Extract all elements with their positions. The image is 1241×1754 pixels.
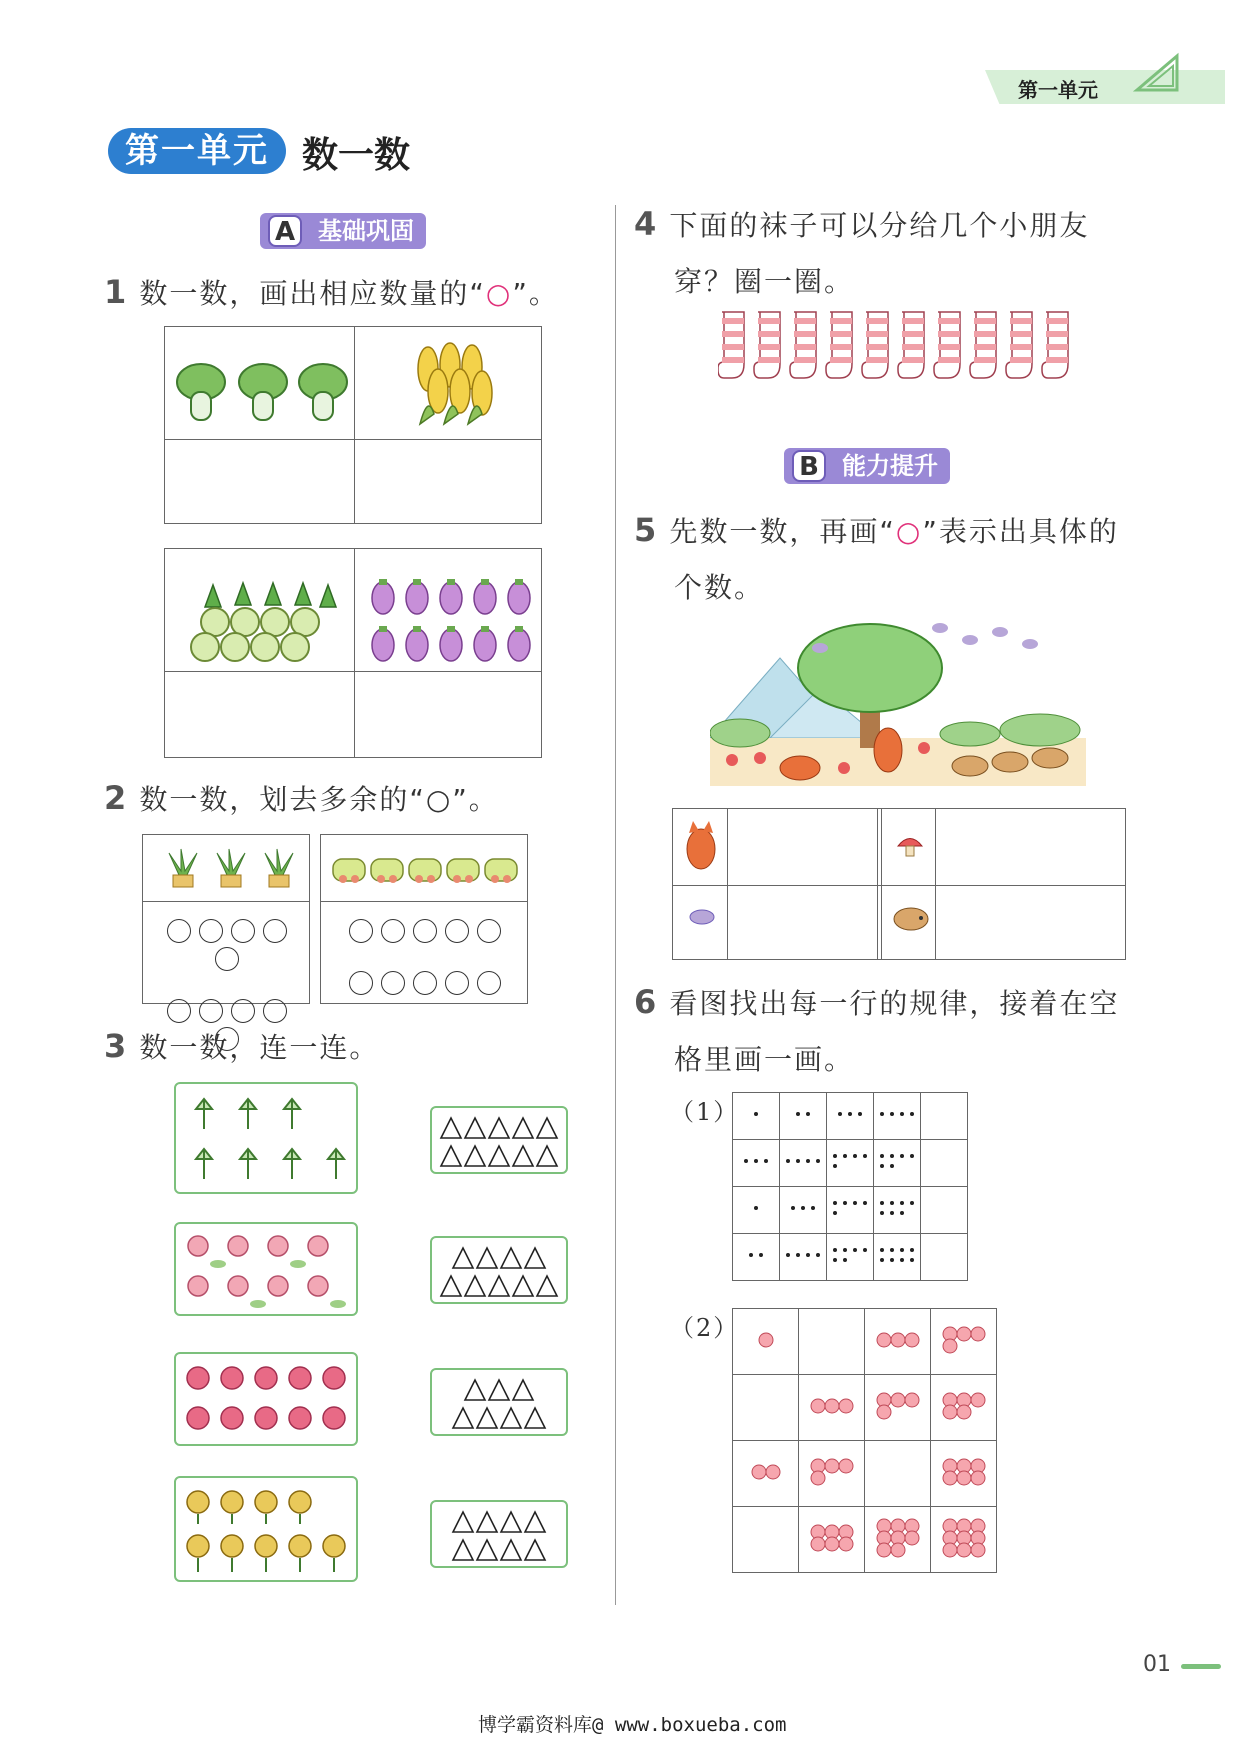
apple-cell [799,1441,865,1507]
apple [811,1471,825,1485]
q6-prompt [634,982,1119,1078]
section-b-letter: B [792,450,826,482]
apple [759,1333,773,1347]
q3-chrysanthemum-box[interactable] [174,1476,358,1582]
rose-image [176,1354,356,1444]
q2-plant-box [142,834,310,1004]
q3-triangles-4[interactable] [430,1500,568,1568]
forest-scene-image[interactable] [710,618,1086,786]
apple [891,1393,905,1407]
triangle-shape [513,1380,533,1400]
q3-text: 数一数，连一连。 [139,1031,380,1064]
q1-number: 1 [104,273,127,311]
triangle-shape [525,1512,545,1532]
blank-cell[interactable] [799,1309,865,1375]
dot-cell [780,1234,827,1281]
mushroom-icon [895,831,925,861]
q1-table-1 [164,326,542,524]
sock [898,312,924,378]
sock [934,312,960,378]
q1-table-2 [164,548,542,758]
triangle-shape [465,1380,485,1400]
q4-line2: 穿？圈一圈。 [674,265,855,298]
apple [971,1393,985,1407]
apple-pattern-grid [732,1308,997,1573]
bird-icon [685,905,719,929]
unit-badge: 第一单元 [108,128,286,174]
triangle-shape [477,1408,497,1428]
sock [1042,312,1068,378]
apple [905,1333,919,1347]
q6-line2: 格里画一画。 [674,1043,855,1076]
apple [839,1537,853,1551]
sock [718,312,744,378]
dot-cell [733,1187,780,1234]
apple [905,1393,919,1407]
apple-cell [865,1375,931,1441]
q3-number: 3 [104,1027,127,1065]
apple [811,1537,825,1551]
q1-circle-symbol: ○ [485,277,513,310]
blank-cell[interactable] [921,1187,968,1234]
q4-line1: 下面的袜子可以分给几个小朋友 [669,209,1090,242]
triangle-shape [513,1146,533,1166]
apple [752,1465,766,1479]
triangle-shape [513,1118,533,1138]
q3-triangles-2[interactable] [430,1236,568,1304]
dot-cell [780,1140,827,1187]
triangle-shape [489,1380,509,1400]
triangle-shape [525,1408,545,1428]
q3-lily-box[interactable] [174,1082,358,1194]
apple [811,1399,825,1413]
apple [971,1471,985,1485]
dot-cell [733,1234,780,1281]
apple-cell [799,1375,865,1441]
apple-cell [931,1309,997,1375]
q5-circle-symbol: ○ [895,515,923,548]
triangle-shape [513,1276,533,1296]
triangle-shape [525,1248,545,1268]
dot-cell [733,1140,780,1187]
blank-cell[interactable] [865,1441,931,1507]
triangle-shape [501,1540,521,1560]
triangle-shape [465,1146,485,1166]
sock [862,312,888,378]
sock [970,312,996,378]
lotus-image [176,1224,356,1314]
hedgehog-icon [891,901,931,935]
triangle-shape [441,1146,461,1166]
apple [957,1405,971,1419]
triangle-shape [465,1276,485,1296]
dot-cell [733,1093,780,1140]
triangle-shape [501,1408,521,1428]
apple [766,1465,780,1479]
blank-cell[interactable] [921,1093,968,1140]
apple [971,1543,985,1557]
radish-image[interactable] [185,567,345,667]
dot-cell [827,1140,874,1187]
section-b-badge [784,448,950,484]
chrysanthemum-image [176,1478,356,1580]
apple [943,1471,957,1485]
apple [891,1543,905,1557]
ruler-icon [1133,52,1181,94]
triangle-shape [537,1118,557,1138]
apple [825,1459,839,1473]
q6-part2-label: （2） [670,1314,740,1342]
triangle-shape [441,1276,461,1296]
dot-pattern-grid [732,1092,968,1281]
triangle-shape [453,1248,473,1268]
apple-cell [865,1507,931,1573]
page-number: 01 [1143,1652,1171,1677]
q5-prompt [634,510,1119,606]
apple [971,1327,985,1341]
lily-image [176,1084,356,1192]
dot-cell [780,1187,827,1234]
q3-lotus-box[interactable] [174,1222,358,1316]
q1-text: 数一数，画出相应数量的“○”。 [139,277,559,310]
q4-number: 4 [634,205,657,243]
blank-cell[interactable] [921,1234,968,1281]
dot-cell [780,1093,827,1140]
apple-cell [733,1309,799,1375]
apple-cell [931,1375,997,1441]
eggplant-image[interactable] [361,563,537,668]
dot-cell [874,1093,921,1140]
apple [877,1543,891,1557]
triangle-shape [501,1248,521,1268]
apple-cell [865,1309,931,1375]
sock [826,312,852,378]
q2-text: 数一数，划去多余的“○”。 [139,783,499,816]
dot-cell [827,1187,874,1234]
dot-cell [874,1234,921,1281]
q5-line1: 先数一数，再画“○”表示出具体的 [669,515,1119,548]
q6-line1: 看图找出每一行的规律，接着在空 [669,987,1120,1020]
apple [957,1327,971,1341]
triangle-shape [453,1540,473,1560]
apple [943,1405,957,1419]
section-a-label: 基础巩固 [318,217,414,245]
triangle-shape [489,1118,509,1138]
column-divider [615,205,616,1605]
triangle-shape [477,1512,497,1532]
q5-answer-table [672,808,1126,960]
triangle-shape [477,1540,497,1560]
sock [790,312,816,378]
q3-prompt [104,1026,379,1066]
apple-cell [931,1441,997,1507]
sock [754,312,780,378]
socks-image[interactable] [718,310,1088,384]
toy-car-image[interactable] [329,851,521,891]
corn-image[interactable] [400,339,510,429]
apple [825,1537,839,1551]
apple [839,1459,853,1473]
q6-part1-label: （1） [670,1098,740,1126]
triangle-shape [537,1146,557,1166]
triangle-shape [453,1512,473,1532]
potted-plant-image[interactable] [157,845,297,895]
section-a-badge [260,213,426,249]
blank-cell[interactable] [921,1140,968,1187]
blank-cell[interactable] [733,1375,799,1441]
q2-prompt [104,778,499,818]
q5-line2: 个数。 [674,571,765,604]
q6-number: 6 [634,983,657,1021]
q2-number: 2 [104,779,127,817]
q1-prompt [104,272,559,312]
fox-icon [681,819,721,875]
dot-cell [874,1187,921,1234]
triangle-shape [489,1146,509,1166]
q3-triangles-1[interactable] [430,1106,568,1174]
apple [957,1471,971,1485]
dot-cell [874,1140,921,1187]
triangle-shape [489,1276,509,1296]
q5-number: 5 [634,511,657,549]
q3-triangles-3[interactable] [430,1368,568,1436]
triangle-shape [441,1118,461,1138]
dot-cell [827,1234,874,1281]
apple [839,1399,853,1413]
q3-rose-box[interactable] [174,1352,358,1446]
q2-car-box [320,834,528,1004]
apple [943,1543,957,1557]
apple [825,1399,839,1413]
apple-cell [799,1507,865,1573]
triangle-shape [501,1512,521,1532]
cabbage-image[interactable] [171,347,351,427]
unit-tag: 第一单元 [1018,78,1098,102]
triangle-shape [453,1408,473,1428]
triangle-shape [477,1248,497,1268]
page-accent-bar [1181,1664,1221,1669]
apple [943,1339,957,1353]
footer-watermark: 博学霸资料库@ www.boxueba.com [478,1714,787,1736]
apple [891,1333,905,1347]
triangle-shape [465,1118,485,1138]
apple [877,1405,891,1419]
apple [905,1531,919,1545]
dot-cell [827,1093,874,1140]
q2-circles-right [327,919,523,999]
apple-cell [931,1507,997,1573]
section-b-label: 能力提升 [842,452,938,480]
blank-cell[interactable] [733,1507,799,1573]
sock [1006,312,1032,378]
section-a-letter: A [268,215,302,247]
apple [877,1333,891,1347]
triangle-shape [525,1540,545,1560]
apple-cell [733,1441,799,1507]
page-title: 数一数 [302,135,411,176]
q4-prompt [634,204,1089,300]
triangle-shape [537,1276,557,1296]
apple [957,1543,971,1557]
